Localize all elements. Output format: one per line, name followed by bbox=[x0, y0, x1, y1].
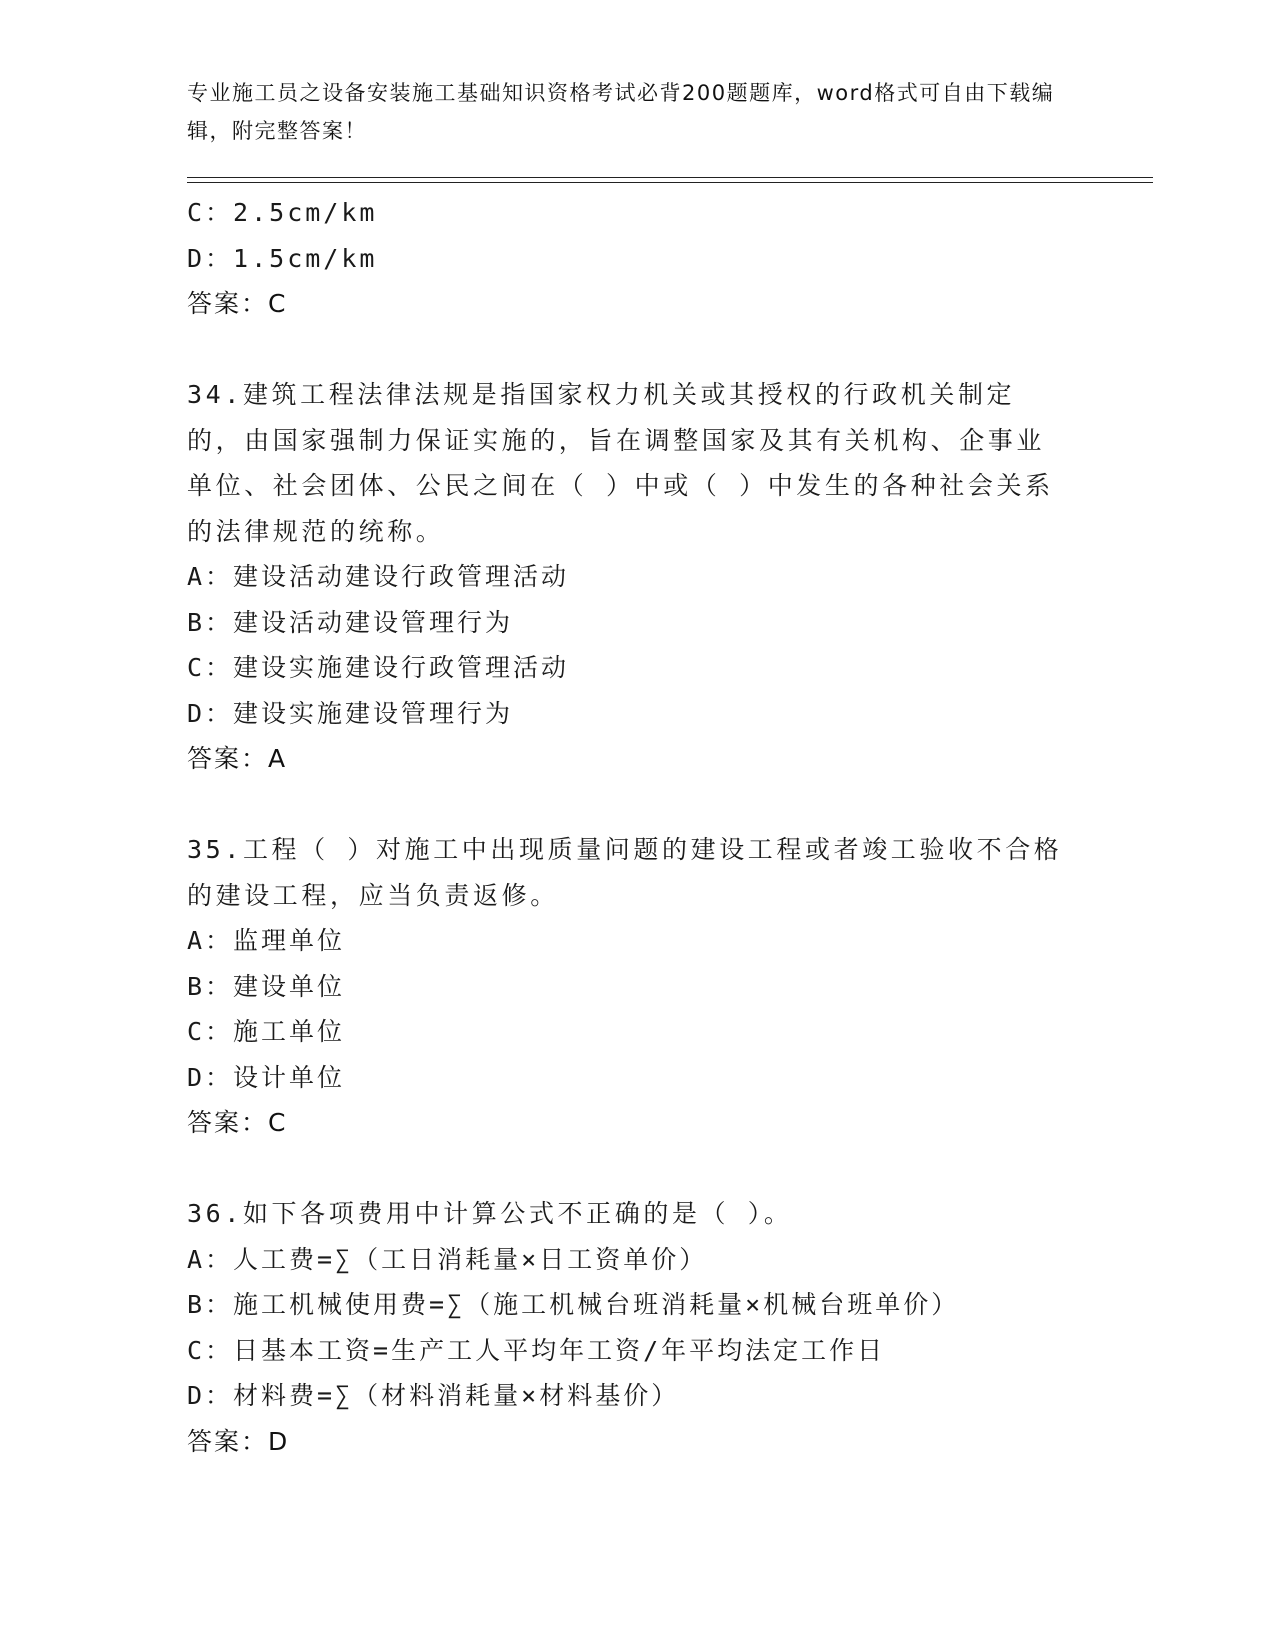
option-d: D：材料费=∑（材料消耗量×材料基价） bbox=[187, 1381, 680, 1410]
option-c: C：日基本工资=生产工人平均年工资/年平均法定工作日 bbox=[187, 1335, 886, 1365]
header-divider-bottom bbox=[187, 182, 1153, 183]
option-b: B：施工机械使用费=∑（施工机械台班消耗量×机械台班单价） bbox=[187, 1290, 960, 1319]
document-header-title: 专业施工员之设备安装施工基础知识资格考试必背200题题库，word格式可自由下载编辑，附完整答案！ bbox=[187, 81, 1055, 143]
option-a: A：监理单位 bbox=[187, 926, 346, 955]
header-divider-top bbox=[187, 177, 1153, 178]
answer-line: 答案：A bbox=[187, 744, 288, 773]
option-c: C：建设实施建设行政管理活动 bbox=[187, 653, 570, 682]
option-c: C：2.5cm/km bbox=[187, 198, 378, 227]
answer-line: 答案：C bbox=[187, 289, 288, 318]
option-a: A：建设活动建设行政管理活动 bbox=[187, 562, 570, 591]
spacer bbox=[187, 1146, 1067, 1192]
question-list bbox=[187, 190, 1067, 1464]
option-a: A：人工费=∑（工日消耗量×日工资单价） bbox=[187, 1244, 708, 1274]
answer-line: 答案：D bbox=[187, 1426, 290, 1456]
question-stem: 36.如下各项费用中计算公式不正确的是（ ）。 bbox=[187, 1199, 793, 1228]
option-d: D：设计单位 bbox=[187, 1062, 346, 1092]
option-d: D：建设实施建设管理行为 bbox=[187, 698, 514, 728]
answer-line: 答案：C bbox=[187, 1108, 288, 1137]
question-stem: 35.工程（ ）对施工中出现质量问题的建设工程或者竣工验收不合格的建设工程，应当负责返修。 bbox=[187, 835, 1063, 910]
spacer bbox=[187, 327, 1067, 373]
spacer bbox=[187, 782, 1067, 828]
option-b: B：建设单位 bbox=[187, 971, 346, 1001]
option-d: D：1.5cm/km bbox=[187, 243, 378, 273]
question-stem: 34.建筑工程法律法规是指国家权力机关或其授权的行政机关制定的，由国家强制力保证实施的，旨在调整国家及其有关机构、企事业单位、社会团体、公民之间在（ ）中或（ ）中发生的各种社会关系的法律规范的统称。 bbox=[187, 380, 1054, 546]
option-b: B：建设活动建设管理行为 bbox=[187, 607, 514, 637]
option-c: C：施工单位 bbox=[187, 1017, 346, 1046]
